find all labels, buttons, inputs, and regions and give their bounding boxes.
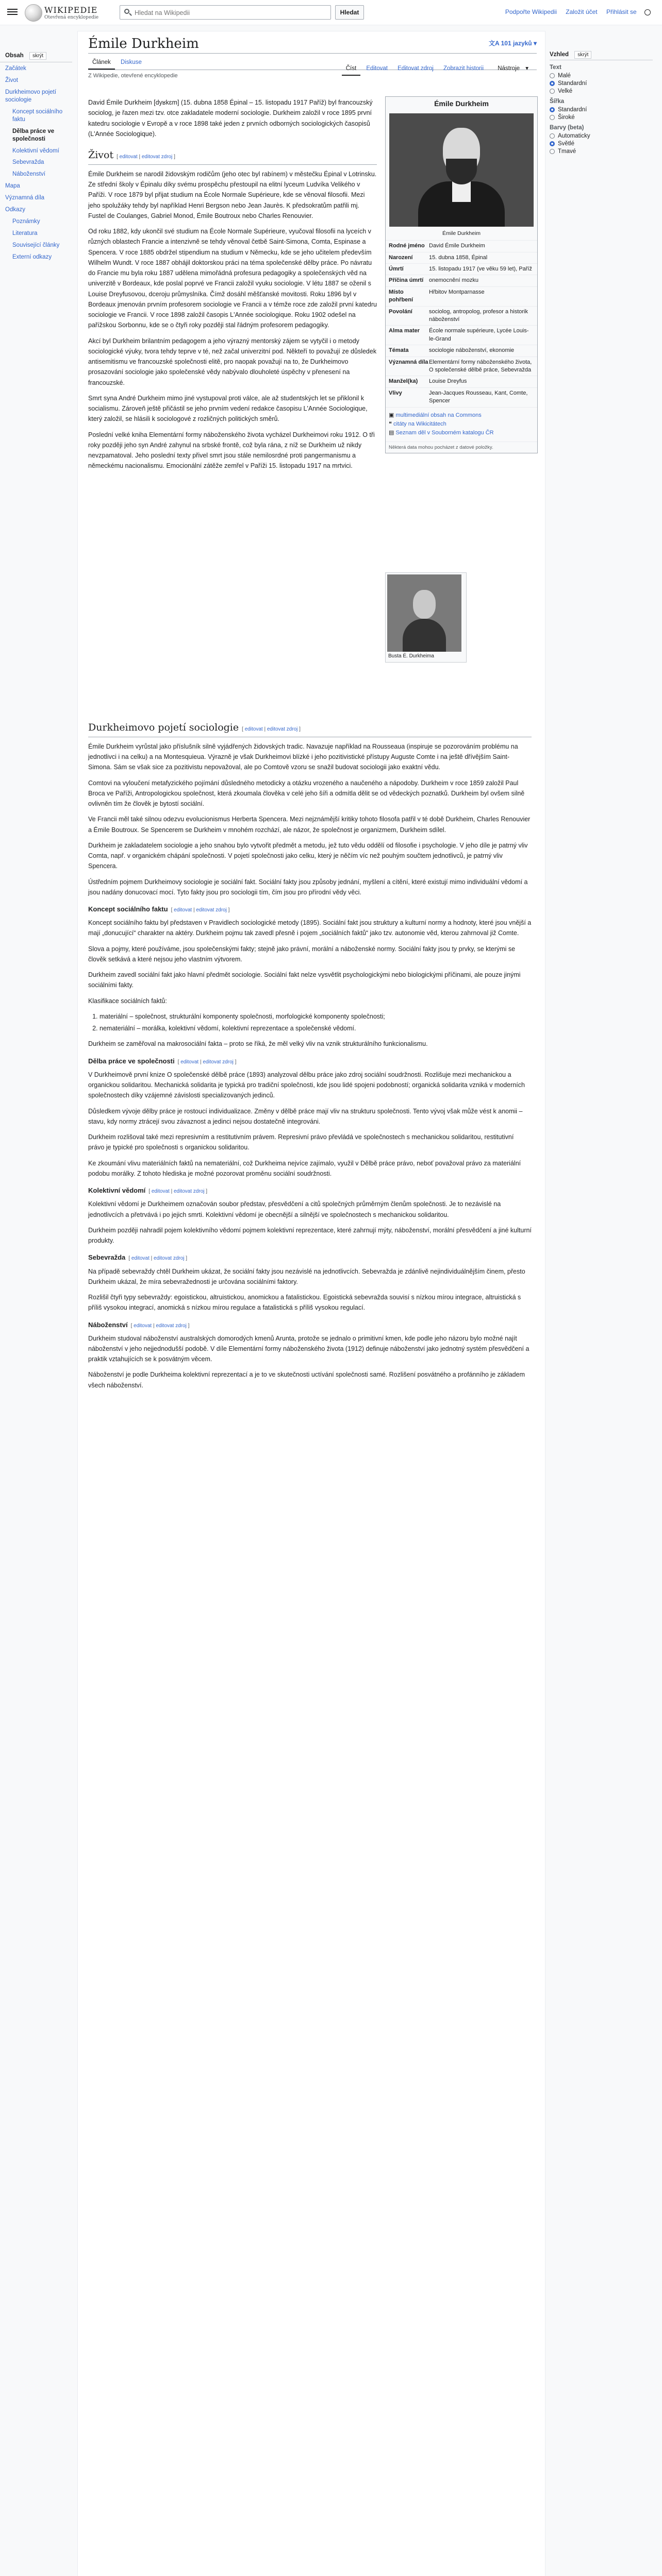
main-menu-icon[interactable] [7,7,18,15]
tab-edit[interactable]: Editovat [366,65,388,72]
infobox-value: Jean-Jacques Rousseau, Kant, Comte, Spencer [429,389,528,404]
text-size-options [550,73,653,94]
infobox-rows [386,240,537,406]
search-icon [124,9,129,14]
tools-label: Nástroje [498,65,520,72]
nabozenstvi-section [88,1333,532,1391]
pojeti-paragraph: Ve Francii měl také silnou odezvu evolucionismus Herberta Spencera. Mezi nejznámější kritiky tohoto filosofa patřil v té době Durkheim, Charles Renouvier a Émile Boutroux. Se Spencerem se Durkheim v mnohém rozchází, ale názor, že společnost je organizmem, Durkheim sdílel. [88,816,531,834]
nabozenstvi-heading-text: Náboženství [88,1320,128,1329]
infobox-row [386,387,537,407]
infobox-note: Některá data mohou pocházet z datové položky. [386,442,537,453]
radio-label: Standardní [558,107,587,113]
article-body-bottom [88,711,532,1396]
catalog-link-row: ▤ Seznam děl v Souborném katalogu ČR [389,430,494,436]
infobox-label: Narození [389,254,413,261]
toc-item[interactable]: Mapa [5,183,20,190]
sebevrazda-section [88,1266,532,1313]
delba-paragraph: Důsledkem vývoje dělby práce je rostoucí individualizace. Změny v dělbě práce mají vliv na strukturu společnosti. Tento vývoj však může vést k anomii – stavu, kdy normy ztrácejí svou závaznost a jedinci nejsou dostatečně integrováni. [88,1107,523,1125]
infobox-value: 15. listopadu 1917 (ve věku 59 let), Paříž [429,266,532,273]
color-opts-option[interactable] [550,133,653,139]
infobox [385,96,538,453]
delba-section [88,1070,532,1179]
login-link[interactable]: Přihlásit se [606,8,637,15]
toc-title: Obsah [5,53,24,59]
width-options [550,107,653,121]
text-size-label: Text [550,64,561,71]
text-opts-option[interactable] [550,73,653,79]
toc-header [0,49,72,62]
vedomi-paragraph: Kolektivní vědomí je Durkheimem označován soubor představ, přesvědčení a citů společných průměrným členům společnosti. Je to nezávislé na jednotlivcích a přetrvává i po jejich smrti. Kolektivní vědomí je obecnější a silnější ve společnostech s mechanickou solidaritou. [88,1200,501,1218]
infobox-value: sociolog, antropolog, profesor a historik náboženství [429,308,528,323]
pojeti-paragraph: Durkheim je zakladatelem sociologie a jeho snahou bylo vytvořit předmět a metodu, jež tuto vědu oddělí od filosofie i psychologie. V jeho díle je patrný vliv Comta, např. v organickém chápání společnosti. V pojetí společnosti jako celku, který je něčím víc než pouhým součtem jednotlivců, je patrný vliv Spencera. [88,841,528,870]
radio-label: Široké [558,114,575,121]
tab-read[interactable]: Číst [342,62,360,76]
edit-source-link[interactable]: editovat zdroj [267,726,298,732]
appearance-title: Vzhled [550,52,569,58]
language-count: 101 jazyků [501,40,532,47]
toc-list [0,62,72,263]
infobox-label: Vlivy [389,389,402,396]
delba-paragraph: Durkheim rozlišoval také mezi represivním a restitutivním právem. Represivní právo převládá ve společnostech s mechanickou solidaritou, restitutivní právo je typické pro společnosti s organickou solidaritou. [88,1133,514,1151]
edit-section-nabozenstvi: [ editovat | editovat zdroj ] [130,1323,190,1329]
edit-source-link[interactable]: editovat zdroj [154,1256,185,1262]
bust-head [413,590,436,619]
article-body-top [88,97,377,477]
radio-button-icon [550,149,555,154]
edit-section-vedomi: [ editovat | editovat zdroj ] [148,1189,208,1195]
pojeti-paragraph: Émile Durkheim vyrůstal jako příslušník silně vyjádřených židovských tradic. Navazuje například na Rousseaua (inspiruje se pozorováním problému na jednotlivci i na celku) a na Montesquieua. Výrazně je však Durkheimovi blízké i jeho pozitivistické přístupy Auguste Comte i na ještě dřívějším Saint-Simona. Sám se však sice za pozitivistu nepovažoval, ale po Comtově vzoru se snažil budovat sociologii jako exaktní vědu. [88,742,518,771]
infobox-row [386,345,537,356]
infobox-label: Alma mater [389,328,420,334]
width-opts-option[interactable] [550,114,653,121]
tab-tools[interactable]: Nástroje ▾ [489,59,533,78]
infobox-label: Rodné jméno [389,243,425,249]
vedomi-heading-text: Kolektivní vědomí [88,1187,146,1195]
language-button[interactable]: 文A 101 jazyků ▾ [489,40,537,47]
personal-tools [498,8,651,15]
toc-item[interactable]: Literatura [12,230,38,237]
edit-link[interactable]: editovat [180,1059,199,1065]
edit-section-pojeti: [ editovat | editovat zdroj ] [242,726,301,732]
radio-button-icon [550,107,555,112]
tab-edit-source[interactable]: Editovat zdroj [398,65,434,72]
page-title: Émile Durkheim [88,36,199,52]
tab-article[interactable]: Článek [88,56,115,70]
life-paragraph: Poslední velké kniha Elementární formy náboženského života vycházel Durkheimovi roku 1912. O tři roky později jeho syn André zahynul na srbské frontě, což byla rána, z níž se Durkheim už nikdy nevzpamatoval. Jeho poslední texty přivel smrt jsou stále nemilosrdné proti pangermanismu a německému nacionalismu. Emocionální zátěže zemřel v Paříži 15. listopadu 1917 na mrtvici. [88,431,375,470]
bust-thumbnail[interactable] [385,572,467,663]
life-heading-text: Život [88,149,114,161]
sebevrazda-paragraph: Na případě sebevraždy chtěl Durkheim ukázat, že sociální fakty jsou nezávislé na jednotlivcích. Sebevražda je zdánlivě nejindividuálnějším činem, přesto Durkheim ukázal, že míra sebevražednosti je určována sociálními faktory. [88,1267,525,1285]
wikiquote-link[interactable]: citáty na Wikicitátech [393,420,446,427]
edit-link[interactable]: editovat [119,154,138,160]
infobox-label: Manžel(ka) [389,378,418,385]
edit-section-sebevrazda: [ editovat | editovat zdroj ] [128,1256,188,1262]
edit-section-life: [ editovat | editovat zdroj ] [117,154,175,160]
radio-button-icon [550,115,555,120]
list-item: 2. nemateriální – morálka, kolektivní vědomí, kolektivní reprezentace a společenské vědomí. [100,1023,532,1033]
main-content [77,31,545,2576]
appearance-header [550,49,653,60]
wikipedia-globe-icon [25,4,42,22]
infobox-value: David Émile Durkheim [429,243,485,249]
text-opts-option[interactable] [550,80,653,87]
user-menu-icon[interactable] [644,9,651,15]
infobox-row [386,252,537,263]
edit-source-link[interactable]: editovat zdroj [156,1323,187,1329]
radio-button-icon [550,73,555,78]
life-paragraph: Akcí byl Durkheim brilantním pedagogem a jeho výrazný mentorský zájem se vytyčil i o metody sociologické výuky, tvora tehdy teprve v té, než začal univerzitní pod. Někteří to považují ze důsledek antisemitismu ve francouzské společnosti elitě, pro naopak považují na to, že Durkheimovo prosazování sociologie jako společenské vědy nabývalo dlouholeté úspěchy v přenesení na francouzské. [88,337,377,386]
list-item: 1. materiální – společnost, strukturální komponenty společnosti, morfologické komponenty společnosti; [100,1011,532,1022]
life-paragraph: Od roku 1882, kdy ukončil své studium na École Normale Supérieure, vyučoval filosofii na lyceích v různých oblastech Francie a intenzivně se tehdy věnoval četbě Saint-Simona, Comta, Espinase a Spencera. V roce 1885 obdržel stipendium na studium v Německu, kde se jeho učitelem především Wilhelm Wundt. V roce 1887 obhájil doktorskou práci na téma společenské dělby práce. Po návratu do Francie mu byla roku 1887 udělena mimořádná profesura pedagogiky a společenských věd na univerzitě v Bordeaux, kde poslal poprvé ve Francii založil vyuku sociologie. V létu 1887 se oženil s Louise Dreyfusovou, dceroju průmyslníka. Čímž dosáhl měšťanské movitosti. Roku 1896 byl v Bordeaux jmenován prvním profesorem sociologie ve Francii a v témže roce zde založil první katedru sociologie ve Francii. V roce 1898 založil časopis L'Année sociologique. Roku 1902 odešel na pařížskou Sorbonnu, kde se o čtyři roky později stal řádným profesorem pedagogiky. [88,228,377,329]
infobox-value: 15. dubna 1858, Épinal [429,254,488,261]
bust-body [403,619,446,652]
edit-source-link[interactable]: editovat zdroj [203,1059,234,1065]
radio-label: Velké [558,88,573,94]
pojeti-section [88,741,532,897]
radio-button-icon [550,141,555,146]
section-heading-fakt [88,904,532,914]
text-opts-option[interactable] [550,88,653,94]
title-row [88,35,537,54]
section-heading-life [88,147,377,165]
fakt-section [88,918,532,991]
fakt-list-intro: Klasifikace sociálních faktů: [88,997,167,1005]
life-paragraph: Smrt syna André Durkheim mimo jiné vystupoval proti válce, ale až studentských let se přiklonil k socialismu. Zároveň ještě přičástil se jeho prvním vedení redakce časopisu L'Année Sociologique, který založil, se hlásili k sociologové z rozličných politických směrů. [88,394,368,423]
delba-paragraph: Ke zkoumání vlivu materiálních faktů na nemateriální, což Durkheima nejvíce zajímalo, využil v Dělbě práce právo, neboť považoval právo za materiální podobu morálky. Z tohoto hlediska je možné pozorovat proměnu sociální soudržnosti. [88,1159,521,1177]
width-opts-option[interactable] [550,107,653,113]
infobox-row [386,286,537,306]
delba-heading-text: Dělba práce ve společnosti [88,1057,175,1065]
color-opts-option[interactable] [550,141,653,147]
create-account-link[interactable]: Založit účet [566,8,598,15]
page-actions [338,56,537,81]
infobox-row [386,263,537,275]
wikiquote-link-row: ❝ citáty na Wikicitátech [389,420,446,427]
page-tabs [88,56,537,70]
commons-link[interactable]: multimediální obsah na Commons [395,412,482,418]
radio-label: Malé [558,73,571,79]
pojeti-paragraph: Comtovi na vyloučení metafyzického pojímání důsledného metodicky a otázku vrozeného a naučeného a nápodoby. Durkheim v roce 1859 založil Paul Broca ve Paříži, Antropologickou společnost, která zkoumala člověka v celé jeho šíři a odmítla dělit se od vědeckých poznatků. Durkheim byl ovšem silně ovlivněn tím že člověk je bytostí sociální. [88,779,525,808]
section-heading-vedomi [88,1185,532,1196]
vedomi-paragraph: Durkheim později nahradil pojem kolektivního vědomí pojmem kolektivní reprezentace, které zahrnují mýty, náboženství, morální přesvědčení a jiné kulturní produkty. [88,1226,532,1245]
color-label: Barvy (beta) [550,125,584,131]
radio-label: Tmavé [558,148,576,155]
infobox-label: Významná díla [389,359,428,365]
fakt-heading-text: Koncept sociálního faktu [88,905,168,913]
sebevrazda-paragraph: Rozlišil čtyři typy sebevraždy: egoistickou, altruistickou, anomickou a fatalistickou. Egoistická sebevražda souvisí s nízkou mírou integrace, altruistická s příliš vysokou integrací, anomická s nízkou mírou regulace a fatalistická s příliš vysokou regulací. [88,1294,521,1312]
logo-title: WIKIPEDIE [44,5,98,15]
infobox-value: onemocnění mozku [429,277,478,284]
table-of-contents [0,49,72,263]
section-heading-sebevrazda [88,1252,532,1263]
pojeti-heading-text: Durkheimovo pojetí sociologie [88,722,239,733]
color-options [550,133,653,155]
radio-button-icon [550,89,555,94]
width-label: Šířka [550,98,565,105]
section-heading-pojeti [88,720,532,737]
fakt-paragraph: Koncept sociálního faktu byl představen v Pravidlech sociologické metody (1895). Sociální fakt jsou struktury a kulturní normy a hodnoty, které jsou vnější a mají „donucující“ charakter na aktéry. Durkheim pojmu tak zavedl přesně i pojem „sociálních faktů“ jako tzv. autonomie věd, kterou zahrnoval již Comte. [88,919,532,937]
life-paragraph: Émile Durkheim se narodil židovským rodičům (jeho otec byl rabínem) v městečku Épinal v Lotrinsku. Ze střední školy v Épinalu díky svému prospěchu přestoupil na elitní lyceum Ludvíka Velikého v Paříži. V roce 1879 byl přijat studium na École Normale Supérieure, kde se věnoval filosofii. Mezi jeho spolužáky tehdy byl například Henri Bergson nebo Jean Jaurès. K předsokratům patřili mj. Fustel de Coulanges, Gabriel Monod, Émile Boutroux nebo Charles Renouvier. [88,170,377,219]
toc-item[interactable]: Související články [12,242,60,248]
infobox-row [386,357,537,376]
delba-paragraph: V Durkheimově první knize O společenské dělbě práce (1893) analyzoval dělbu práce jako zdroj sociální soudržnosti. Rozlišuje mezi mechanickou a organickou solidaritou. Mechanická solidarita je typická pro tradiční společnosti, kde jsou lidé spojeni podobností; organická solidarita vzniká v moderních společnostech díky vzájemné závislosti specializovaných jedinců. [88,1071,525,1099]
portrait-image[interactable] [389,113,534,227]
bust-image [387,574,461,652]
edit-section-fakt: [ editovat | editovat zdroj ] [171,907,230,913]
site-header [0,0,662,25]
radio-label: Světlé [558,141,574,147]
catalog-link[interactable]: Seznam děl v Souborném katalogu ČR [395,430,494,436]
section-heading-delba [88,1056,532,1066]
edit-link[interactable]: editovat [131,1256,150,1262]
infobox-links [386,407,537,442]
radio-button-icon [550,81,555,86]
toc-item[interactable]: Život [5,77,18,83]
nabozenstvi-paragraph: Durkheim studoval náboženství australských domorodých kmenů Arunta, protože se jednalo o primitivní kmen, kde podle jeho názoru bylo možné najít náboženství v jeho nejjednodušší podobě. V díle Elementární formy náboženského života (1912) definuje náboženství jako jednotný systém přesvědčení a praktik vztahujících se k posvátným věcem. [88,1334,529,1363]
toc-item[interactable]: Náboženství [12,171,45,178]
commons-link-row: ▣ multimediální obsah na Commons [389,412,482,418]
infobox-title: Émile Durkheim [434,99,489,108]
search-input[interactable] [134,8,321,18]
infobox-value: Louise Dreyfus [429,378,467,385]
site-logo[interactable] [25,3,112,22]
life-section [88,169,377,471]
fakt-list [100,1011,532,1034]
infobox-label: Povolání [389,308,412,315]
edit-source-link[interactable]: editovat zdroj [141,154,173,160]
edit-source-link[interactable]: editovat zdroj [196,907,227,913]
fakt-paragraph: Durkheim zavedl sociální fakt jako hlavní předmět sociologie. Sociální fakt nelze vysvětlit psychologickými nebo biologickými příčinami, ale pouze jinými sociálními fakty. [88,971,521,989]
bust-caption: Busta É. Durkheima [388,653,434,659]
pojeti-paragraph: Ústředním pojmem Durkheimovy sociologie je sociální fakt. Sociální fakty jsou způsoby jednání, myšlení a cítění, které existují mimo individuální vědomí a jsou nadány donucovací mocí. Tyto fakty jsou pro sociologii tím, čím jsou pro přírodní vědy věci. [88,878,528,896]
portrait-beard [446,159,477,184]
portrait-collar [452,181,471,202]
toc-item[interactable]: Externí odkazy [12,253,52,260]
toc-item[interactable]: Odkazy [5,207,25,213]
infobox-row [386,376,537,387]
edit-link[interactable]: editovat [174,907,192,913]
toc-item[interactable]: Dělba práce ve společnosti [12,128,55,142]
infobox-value: Elementární formy náboženského života, O společenské dělbě práce, Sebevražda [429,359,532,373]
infobox-value: École normale supérieure, Lycée Louis-le-Grand [429,328,529,342]
tab-history[interactable]: Zobrazit historii [443,65,484,72]
toc-item[interactable]: Koncept sociálního faktu [12,108,63,123]
toc-hide-button[interactable]: skrýt [29,52,46,60]
search-box [120,5,331,20]
toc-item[interactable]: Sebevražda [12,159,44,166]
toc-item[interactable]: Durkheimovo pojetí sociologie [5,89,57,103]
vedomi-section [88,1199,532,1246]
infobox-caption: Émile Durkheim [442,230,481,236]
logo-tagline: Otevřená encyklopedie [44,15,99,20]
section-heading-nabozenstvi [88,1319,532,1330]
infobox-label: Témata [389,347,409,354]
site-tagline: Z Wikipedie, otevřené encyklopedie [88,73,178,79]
infobox-row [386,275,537,286]
toc-item[interactable]: Významná díla [5,195,45,201]
fakt-after: Durkheim se zaměřoval na makrosociální fakta – proto se říká, že měl velký vliv na vznik strukturálního funkcionalismu. [88,1040,428,1048]
search-button[interactable]: Hledat [335,5,364,20]
intro-paragraph: David Émile Durkheim [dyʁkɛm] (15. dubna 1858 Épinal – 15. listopadu 1917 Paříž) byl francouzský sociolog, je řazen mezi tzv. otce zakladatele moderní sociologie. Durkheim založil v roce 1895 první katedru sociologie v Evropě a v roce 1898 také jeden z prvních odborných sociologických časopisů (L'Année Sociologique). [88,99,373,138]
toc-item[interactable]: Poznámky [12,218,40,225]
nabozenstvi-paragraph: Náboženství je podle Durkheima kolektivní reprezentací a je to ve skutečnosti uctívání společnosti samé. Rozlišení posvátného a profánního je základem všech náboženství. [88,1371,525,1389]
radio-button-icon [550,133,555,139]
edit-link[interactable]: editovat [151,1189,170,1195]
infobox-value: Hřbitov Montparnasse [429,289,485,295]
appearance-panel [550,49,653,156]
infobox-label: Příčina úmrtí [389,277,424,284]
tab-talk[interactable]: Diskuse [121,59,142,65]
infobox-row [386,325,537,345]
infobox-value: sociologie náboženství, ekonomie [429,347,515,354]
infobox-row [386,240,537,251]
sebevrazda-heading-text: Sebevražda [88,1253,126,1262]
edit-source-link[interactable]: editovat zdroj [174,1189,205,1195]
donate-link[interactable]: Podpořte Wikipedii [505,8,557,15]
appearance-hide-button[interactable]: skrýt [574,51,591,59]
infobox-label: Místo pohřbení [389,289,413,303]
toc-item[interactable]: Začátek [5,65,26,72]
edit-link[interactable]: editovat [244,726,263,732]
radio-label: Automaticky [558,133,590,139]
fakt-paragraph: Slova a pojmy, které používáme, jsou společenskými fakty; stejně jako právní, morální a náboženské normy. Sociální fakty jsou ty prvky, se kterými se člověk setkává a které nejsou jeho vlastním výtvorem. [88,945,516,963]
infobox-label: Úmrtí [389,266,404,273]
toc-item[interactable]: Kolektivní vědomí [12,147,59,154]
edit-link[interactable]: editovat [134,1323,152,1329]
edit-section-delba: [ editovat | editovat zdroj ] [177,1059,237,1065]
infobox-row [386,306,537,326]
radio-label: Standardní [558,80,587,87]
color-opts-option[interactable] [550,148,653,155]
